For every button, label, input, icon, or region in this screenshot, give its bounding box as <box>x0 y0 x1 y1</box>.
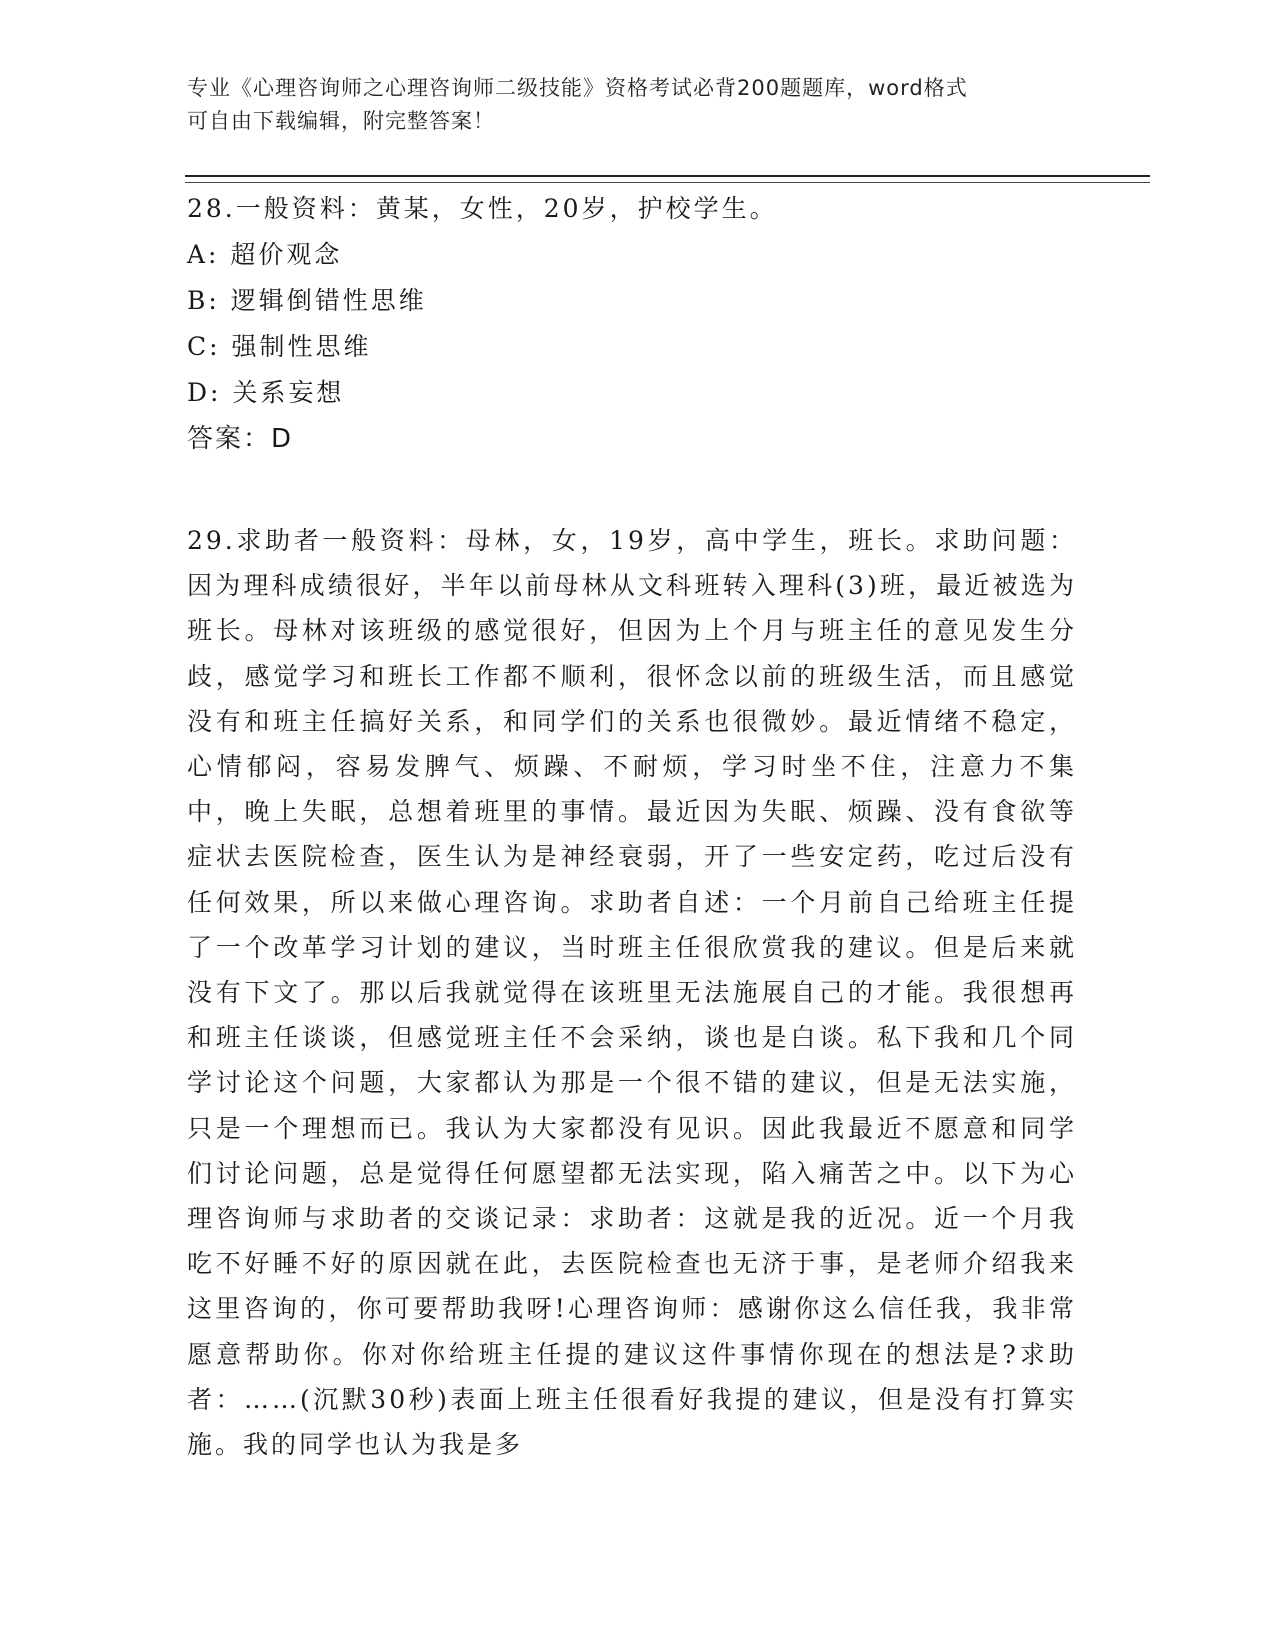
header-divider-thin <box>185 182 1150 183</box>
answer-line: 答案：D <box>187 424 294 454</box>
document-header <box>187 72 1087 138</box>
option-a: A: 超价观念 <box>187 240 343 269</box>
option-b: B: 逻辑倒错性思维 <box>187 286 427 315</box>
document-body <box>187 186 1077 1467</box>
question-29: 29.求助者一般资料：母林，女，19岁，高中学生，班长。求助问题：因为理科成绩很好，半年以前母林从文科班转入理科(3)班，最近被选为班长。母林对该班级的感觉很好，但因为上个月与班主任的意见发生分歧，感觉学习和班长工作都不顺利，很怀念以前的班级生活，而且感觉没有和班主任搞好关系，和同学们的关系也很微妙。最近情绪不稳定，心情郁闷，容易发脾气、烦躁、不耐烦，学习时坐不住，注意力不集中，晚上失眠，总想着班里的事情。最近因为失眠、烦躁、没有食欲等症状去医院检查，医生认为是神经衰弱，开了一些安定药，吃过后没有任何效果，所以来做心理咨询。求助者自述：一个月前自己给班主任提了一个改革学习计划的建议，当时班主任很欣赏我的建议。但是后来就没有下文了。那以后我就觉得在该班里无法施展自己的才能。我很想再和班主任谈谈，但感觉班主任不会采纳，谈也是白谈。私下我和几个同学讨论这个问题，大家都认为那是一个很不错的建议，但是无法实施，只是一个理想而已。我认为大家都没有见识。因此我最近不愿意和同学们讨论问题，总是觉得任何愿望都无法实现，陷入痛苦之中。以下为心理咨询师与求助者的交谈记录：求助者：这就是我的近况。近一个月我吃不好睡不好的原因就在此，去医院检查也无济于事，是老师介绍我来这里咨询的，你可要帮助我呀!心理咨询师：感谢你这么信任我，我非常愿意帮助你。你对你给班主任提的建议这件事情你现在的想法是?求助者：……(沉默30秒)表面上班主任很看好我提的建议，但是没有打算实施。我的同学也认为我是多 <box>187 526 1077 1460</box>
option-c: C: 强制性思维 <box>187 332 372 361</box>
header-line-2: 可自由下载编辑，附完整答案！ <box>187 109 495 133</box>
question-stem: 28.一般资料：黄某，女性，20岁，护校学生。 <box>187 194 778 223</box>
question-28 <box>187 186 1077 462</box>
option-d: D: 关系妄想 <box>187 378 345 407</box>
header-divider-thick <box>185 175 1150 177</box>
header-line-1: 专业《心理咨询师之心理咨询师二级技能》资格考试必背200题题库，word格式 <box>187 76 968 100</box>
